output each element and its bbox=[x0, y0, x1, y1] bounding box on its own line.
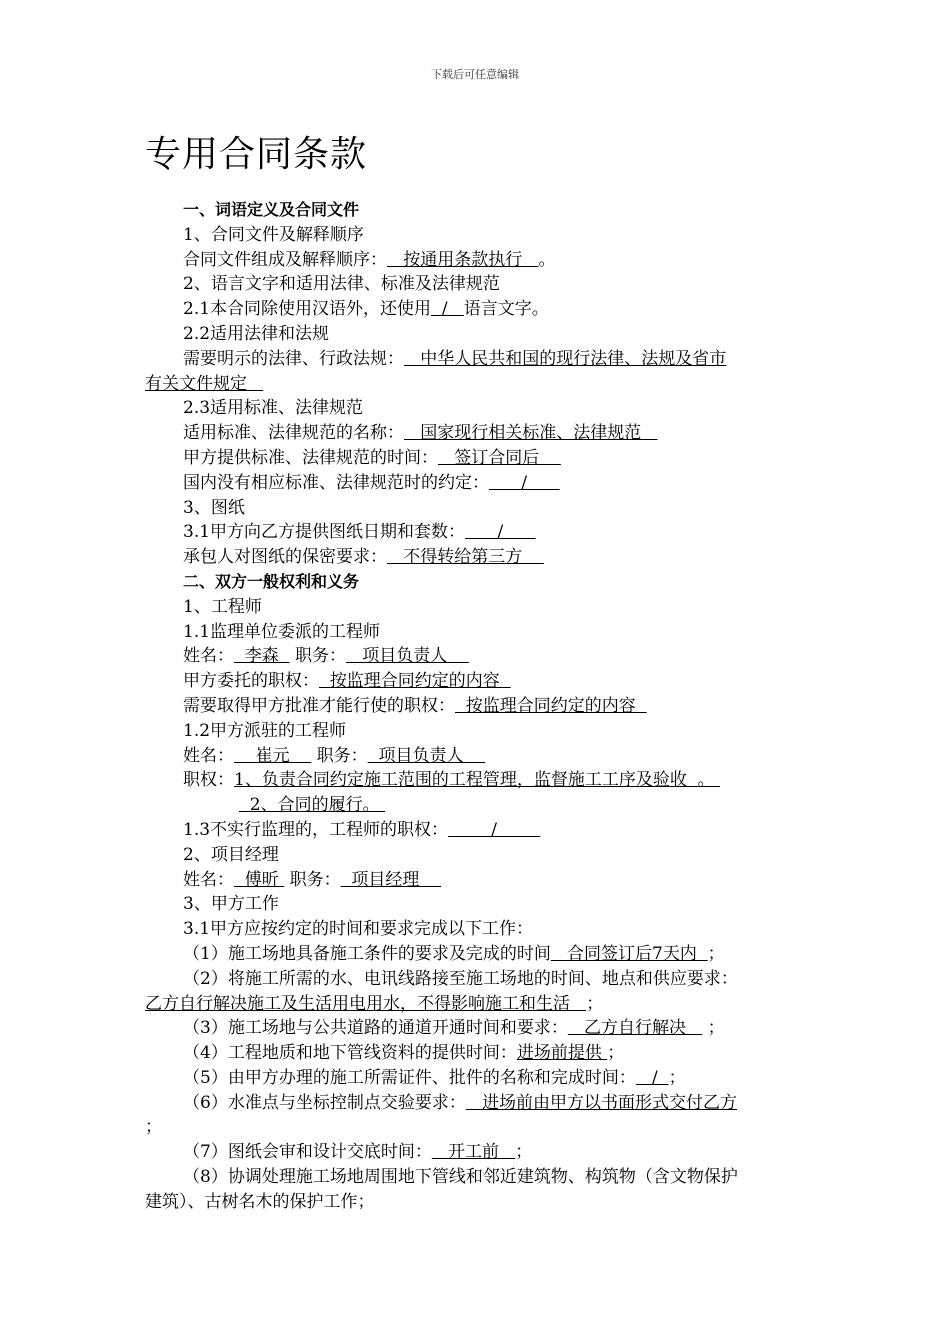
filled-blank: 按通用条款执行 bbox=[387, 249, 539, 270]
text-line bbox=[145, 520, 810, 545]
filled-blank: 开工前 bbox=[431, 1142, 516, 1163]
text-line bbox=[145, 272, 810, 297]
line-text: 需要取得甲方批准才能行使的职权： bbox=[183, 695, 455, 716]
line-text: 1.3不实行监理的，工程师的职权： bbox=[183, 819, 449, 840]
text-line bbox=[145, 1091, 810, 1116]
text-line bbox=[145, 892, 810, 917]
text-line bbox=[145, 446, 810, 471]
line-text: 国内没有相应标准、法律规范时的约定： bbox=[183, 472, 489, 493]
text-line bbox=[145, 719, 810, 744]
text-line bbox=[145, 644, 810, 669]
text-line bbox=[145, 967, 810, 992]
filled-blank: / bbox=[465, 522, 536, 543]
filled-blank: / bbox=[431, 299, 464, 320]
filled-blank: 项目负责人 bbox=[346, 646, 469, 667]
line-text: 承包人对图纸的保密要求： bbox=[183, 547, 387, 568]
text-line bbox=[145, 1041, 810, 1066]
line-text: ； bbox=[145, 1117, 162, 1138]
text-line bbox=[145, 248, 810, 273]
line-text: 2、语言文字和适用法律、标准及法律规范 bbox=[183, 274, 500, 295]
line-text: （8）协调处理施工场地周围地下管线和邻近建筑物、构筑物（含文物保护 bbox=[183, 1167, 738, 1188]
text-line bbox=[145, 868, 810, 893]
line-text: 1、合同文件及解释顺序 bbox=[183, 224, 364, 245]
filled-blank: 项目负责人 bbox=[367, 745, 486, 766]
filled-blank: 傅昕 bbox=[234, 869, 285, 890]
text-line bbox=[145, 471, 810, 496]
text-line bbox=[145, 992, 810, 1017]
text-line bbox=[145, 297, 810, 322]
text-line bbox=[145, 744, 810, 769]
filled-blank: 李森 bbox=[234, 646, 290, 667]
text-line bbox=[145, 372, 810, 397]
filled-blank: / bbox=[489, 472, 560, 493]
line-text: 2.3适用标准、法律规范 bbox=[183, 398, 364, 419]
text-line bbox=[145, 1190, 810, 1215]
text-line bbox=[145, 917, 810, 942]
text-line bbox=[145, 942, 810, 967]
filled-blank: / bbox=[635, 1067, 669, 1088]
line-text: ； bbox=[586, 993, 604, 1014]
line-text: （1）施工场地具备施工条件的要求及完成的时间 bbox=[183, 943, 551, 964]
text-line bbox=[145, 223, 810, 248]
line-text: 姓名： bbox=[183, 745, 234, 766]
line-text: 职权： bbox=[183, 770, 234, 791]
line-text: 职务： bbox=[284, 869, 341, 890]
text-line bbox=[145, 694, 810, 719]
line-text: （4）工程地质和地下管线资料的提供时间： bbox=[183, 1043, 517, 1064]
text-line bbox=[145, 421, 810, 446]
page-title: 专用合同条款 bbox=[145, 134, 368, 175]
text-line bbox=[145, 768, 810, 793]
line-text: 2、项目经理 bbox=[183, 844, 279, 865]
text-line bbox=[145, 496, 810, 521]
filled-blank: 按监理合同约定的内容 bbox=[319, 671, 511, 692]
text-line bbox=[145, 620, 810, 645]
line-text: （6）水准点与坐标控制点交验要求： bbox=[183, 1092, 466, 1113]
line-text: ； bbox=[668, 1067, 686, 1088]
text-line bbox=[145, 669, 810, 694]
filled-blank: 1、负责合同约定施工范围的工程管理，监督施工工序及验收 。 bbox=[234, 770, 721, 791]
line-text: （3）施工场地与公共道路的通道开通时间和要求： bbox=[183, 1018, 568, 1039]
line-text: 3、甲方工作 bbox=[183, 894, 279, 915]
line-text: 1.2甲方派驻的工程师 bbox=[183, 720, 347, 741]
line-text: （2）将施工所需的水、电讯线路接至施工场地的时间、地点和供应要求： bbox=[183, 968, 738, 989]
line-text: 职务： bbox=[289, 646, 347, 667]
filled-blank: 乙方自行解决施工及生活用电用水，不得影响施工和生活 bbox=[145, 993, 587, 1014]
text-line bbox=[145, 1066, 810, 1091]
filled-blank: 有关文件规定 bbox=[145, 373, 264, 394]
text-line bbox=[145, 818, 810, 843]
line-text: 1.1监理单位委派的工程师 bbox=[183, 621, 381, 642]
text-line bbox=[145, 322, 810, 347]
line-text: 2.2适用法律和法规 bbox=[183, 323, 330, 344]
line-text: 2.1本合同除使用汉语外，还使用 bbox=[183, 299, 432, 320]
line-text: （7）图纸会审和设计交底时间： bbox=[183, 1142, 432, 1163]
line-text: 一、词语定义及合同文件 bbox=[183, 200, 360, 219]
filled-blank: 中华人民共和国的现行法律、法规及省市 bbox=[404, 348, 727, 369]
text-line bbox=[145, 595, 810, 620]
text-line bbox=[145, 793, 810, 818]
filled-blank: 进场前提供 bbox=[516, 1043, 608, 1064]
line-text: 姓名： bbox=[183, 869, 234, 890]
line-text: 合同文件组成及解释顺序： bbox=[183, 249, 387, 270]
line-text: 3、图纸 bbox=[183, 497, 245, 518]
line-text: 适用标准、法律规范的名称： bbox=[183, 423, 404, 444]
line-text: 语言文字。 bbox=[463, 299, 549, 320]
line-text: 甲方提供标准、法律规范的时间： bbox=[183, 447, 438, 468]
line-text: 二、双方一般权利和义务 bbox=[183, 571, 360, 591]
text-line bbox=[145, 1165, 810, 1190]
text-line bbox=[145, 1016, 810, 1041]
text-line bbox=[145, 1140, 810, 1165]
filled-blank: 合同签订后7天内 bbox=[550, 943, 708, 964]
line-text: 。 bbox=[538, 249, 556, 270]
text-line bbox=[145, 1115, 810, 1140]
text-line bbox=[145, 198, 810, 223]
line-text: 1、工程师 bbox=[183, 596, 262, 617]
filled-blank: 不得转给第三方 bbox=[387, 547, 544, 568]
line-text: ； bbox=[515, 1142, 533, 1163]
line-text: ； bbox=[707, 943, 725, 964]
line-text: 甲方委托的职权： bbox=[183, 671, 319, 692]
filled-blank: 崔元 bbox=[234, 745, 312, 766]
filled-blank: 签订合同后 bbox=[438, 447, 561, 468]
line-text: （5）由甲方办理的施工所需证件、批件的名称和完成时间： bbox=[183, 1067, 636, 1088]
page-header: 下载后可任意编辑 bbox=[431, 68, 519, 81]
line-text: 需要明示的法律、行政法规： bbox=[183, 348, 404, 369]
filled-blank: 2、合同的履行。 bbox=[239, 795, 386, 816]
filled-blank: 国家现行相关标准、法律规范 bbox=[404, 423, 658, 444]
text-line bbox=[145, 545, 810, 570]
text-line bbox=[145, 843, 810, 868]
text-line bbox=[145, 570, 810, 595]
line-text: 姓名： bbox=[183, 646, 234, 667]
line-text: 职务： bbox=[311, 745, 368, 766]
text-line bbox=[145, 396, 810, 421]
line-text: 3.1甲方应按约定的时间和要求完成以下工作： bbox=[183, 919, 534, 940]
filled-blank: 项目经理 bbox=[340, 869, 442, 890]
filled-blank: 乙方自行解决 bbox=[567, 1018, 703, 1039]
text-line bbox=[145, 347, 810, 372]
contract-body bbox=[145, 198, 810, 1215]
line-text: 3.1甲方向乙方提供图纸日期和套数： bbox=[183, 522, 466, 543]
line-text: 建筑）、古树名木的保护工作； bbox=[145, 1191, 375, 1212]
filled-blank: / bbox=[448, 819, 541, 840]
filled-blank: 按监理合同约定的内容 bbox=[455, 695, 647, 716]
line-text: ； bbox=[607, 1043, 625, 1064]
line-text: ； bbox=[702, 1018, 725, 1039]
filled-blank: 进场前由甲方以书面形式交付乙方 bbox=[465, 1092, 738, 1113]
